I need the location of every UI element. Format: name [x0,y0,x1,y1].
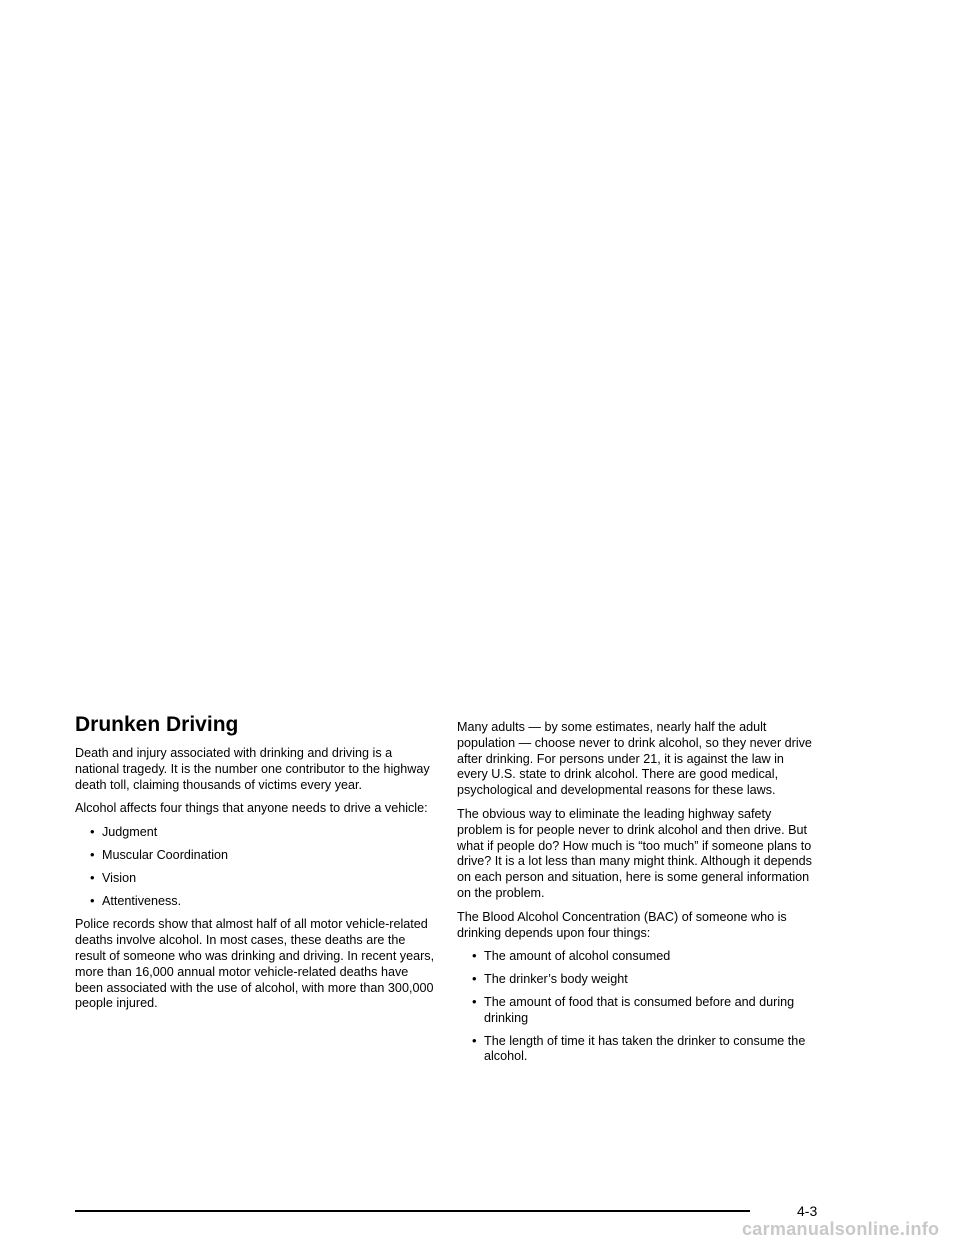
paragraph: The Blood Alcohol Concentration (BAC) of someone who is drinking depends upon four things: [457,909,787,940]
paragraph: Death and injury associated with drinking and driving is a national tragedy. It is the number one contributor to the highway death toll, claiming thousands of victims every year. [75,746,430,792]
bullet-icon: • [472,1032,477,1048]
list-item-text: The amount of alcohol consumed [484,949,671,964]
left-column [75,712,435,1020]
list-item [75,825,435,841]
list-item-text: Judgment [102,825,158,840]
bullet-icon: • [472,948,477,964]
bullet-icon: • [90,824,95,840]
bullet-list [75,825,435,909]
bullet-icon: • [90,846,95,862]
list-item [75,894,435,910]
bullet-icon: • [90,869,95,885]
section-title: Drunken Driving [75,713,239,736]
paragraph: Alcohol affects four things that anyone needs to drive a vehicle: [75,801,428,816]
bullet-list [457,949,817,1065]
list-item [457,995,817,1027]
list-item [457,949,817,965]
footer-rule [75,1210,750,1212]
list-item [75,871,435,887]
list-item-text: The length of time it has taken the drinker to consume the alcohol. [484,1033,806,1064]
list-item-text: Muscular Coordination [102,847,228,862]
list-item-text: Attentiveness. [102,893,182,908]
watermark: carmanualsonline.info [742,1219,940,1239]
list-item-text: Vision [102,870,137,885]
paragraph: Many adults — by some estimates, nearly half the adult population — choose never to drink alcohol, so they never drive after drinking. For persons under 21, it is against the law in every U.S. state to drink alcohol. There are good medical, psychological and developmental reasons for these laws. [457,720,812,798]
list-item [457,1034,817,1066]
paragraph: Police records show that almost half of all motor vehicle-related deaths involve alcohol. In most cases, these deaths are the result of someone who was drinking and driving. In recent years, more than 16,000 annual motor vehicle-related deaths have been associated with the use of alcohol, with more than 300,000 people injured. [75,917,435,1011]
bullet-icon: • [90,892,95,908]
page-number: 4-3 [797,1203,818,1219]
paragraph: The obvious way to eliminate the leading highway safety problem is for people never to drink alcohol and then drive. But what if people do? How much is “too much” if someone plans to drive? It is a lot less than many might think. Although it depends on each person and situation, here is some general information on the problem. [457,806,812,900]
bullet-icon: • [472,993,477,1009]
list-item-text: The amount of food that is consumed before and during drinking [484,994,795,1025]
bullet-icon: • [472,971,477,987]
right-column [457,720,817,1073]
list-item [75,848,435,864]
list-item [457,972,817,988]
list-item-text: The drinker’s body weight [484,972,628,987]
